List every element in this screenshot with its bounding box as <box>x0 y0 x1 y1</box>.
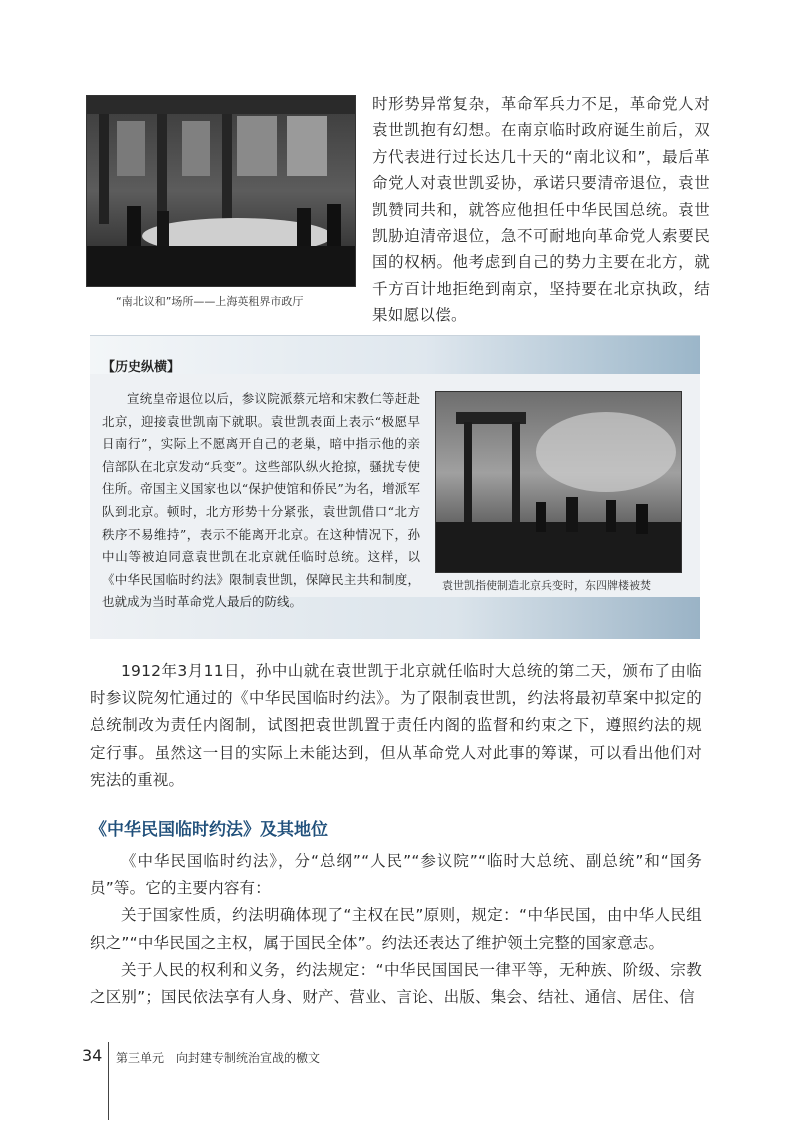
top-photo <box>86 95 356 287</box>
section-body <box>90 848 702 1011</box>
top-photo-caption: “南北议和”场所——上海英租界市政厅 <box>116 295 304 308</box>
page-number: 34 <box>82 1046 103 1065</box>
paragraph-text: 1912年3月11日，孙中山就在袁世凯于北京就任临时大总统的第二天，颁布了由临时参议院匆忙通过的《中华民国临时约法》。为了限制袁世凯，约法将最初草案中拟定的总统制改为责任内阁制，试图把袁世凯置于责任内阁的监督和约束之下，遵照约法的规定行事。虽然这一目的实际上未能达到，但从革命党人对此事的筹谋，可以看出他们对宪法的重视。 <box>90 662 702 789</box>
section-heading: 《中华民国临时约法》及其地位 <box>90 820 328 840</box>
section-paragraph: 《中华民国临时约法》，分“总纲”“人民”“参议院”“临时大总统、副总统”和“国务员”等。它的主要内容有： <box>90 852 702 898</box>
history-sidebar-box <box>90 335 700 639</box>
sidebar-paragraph: 宣统皇帝退位以后，参议院派蔡元培和宋教仁等赶赴北京，迎接袁世凯南下就职。袁世凯表面上表示“极愿早日南行”，实际上不愿离开自己的老巢，暗中指示他的亲信部队在北京发动“兵变”。这些部队纵火抢掠，骚扰专使住所。帝国主义国家也以“保护使馆和侨民”为名，增派军队到北京。顿时，北方形势十分紧张，袁世凯借口“北方秩序不易维持”，表示不能离开北京。在这种情况下，孙中山等被迫同意袁世凯在北京就任临时总统。这样，以《中华民国临时约法》限制袁世凯，保障民主共和制度，也就成为当时革命党人最后的防线。 <box>102 391 420 610</box>
sidebar-header-band <box>90 336 700 374</box>
sidebar-photo <box>435 391 682 573</box>
section-paragraph: 关于人民的权利和义务，约法规定：“中华民国国民一律平等，无种族、阶级、宗教之区别”；国民依法享有人身、财产、营业、言论、出版、集会、结社、通信、居住、信 <box>90 960 702 1007</box>
unit-label: 第三单元 向封建专制统治宣战的檄文 <box>116 1051 321 1065</box>
sidebar-text <box>102 388 420 614</box>
footer-divider <box>108 1042 109 1120</box>
section-paragraph: 关于国家性质，约法明确体现了“主权在民”原则，规定：“中华民国，由中华人民组织之”“中华民国之主权，属于国民全体”。约法还表达了维护领土完整的国家意志。 <box>90 906 702 952</box>
sidebar-photo-caption: 袁世凯指使制造北京兵变时，东四牌楼被焚 <box>442 579 651 592</box>
body-paragraph-1 <box>90 658 702 794</box>
intro-paragraph: 时形势异常复杂，革命军兵力不足，革命党人对袁世凯抱有幻想。在南京临时政府诞生前后，双方代表进行过长达几十天的“南北议和”，最后革命党人对袁世凯妥协，承诺只要清帝退位，袁世凯赞同共和，就答应他担任中华民国总统。袁世凯胁迫清帝退位，急不可耐地向革命党人索要民国的权柄。他考虑到自己的势力主要在北方，就千方百计地拒绝到南京，坚持要在北京执政，结果如愿以偿。 <box>372 95 710 325</box>
sidebar-title: 【历史纵横】 <box>102 360 181 375</box>
